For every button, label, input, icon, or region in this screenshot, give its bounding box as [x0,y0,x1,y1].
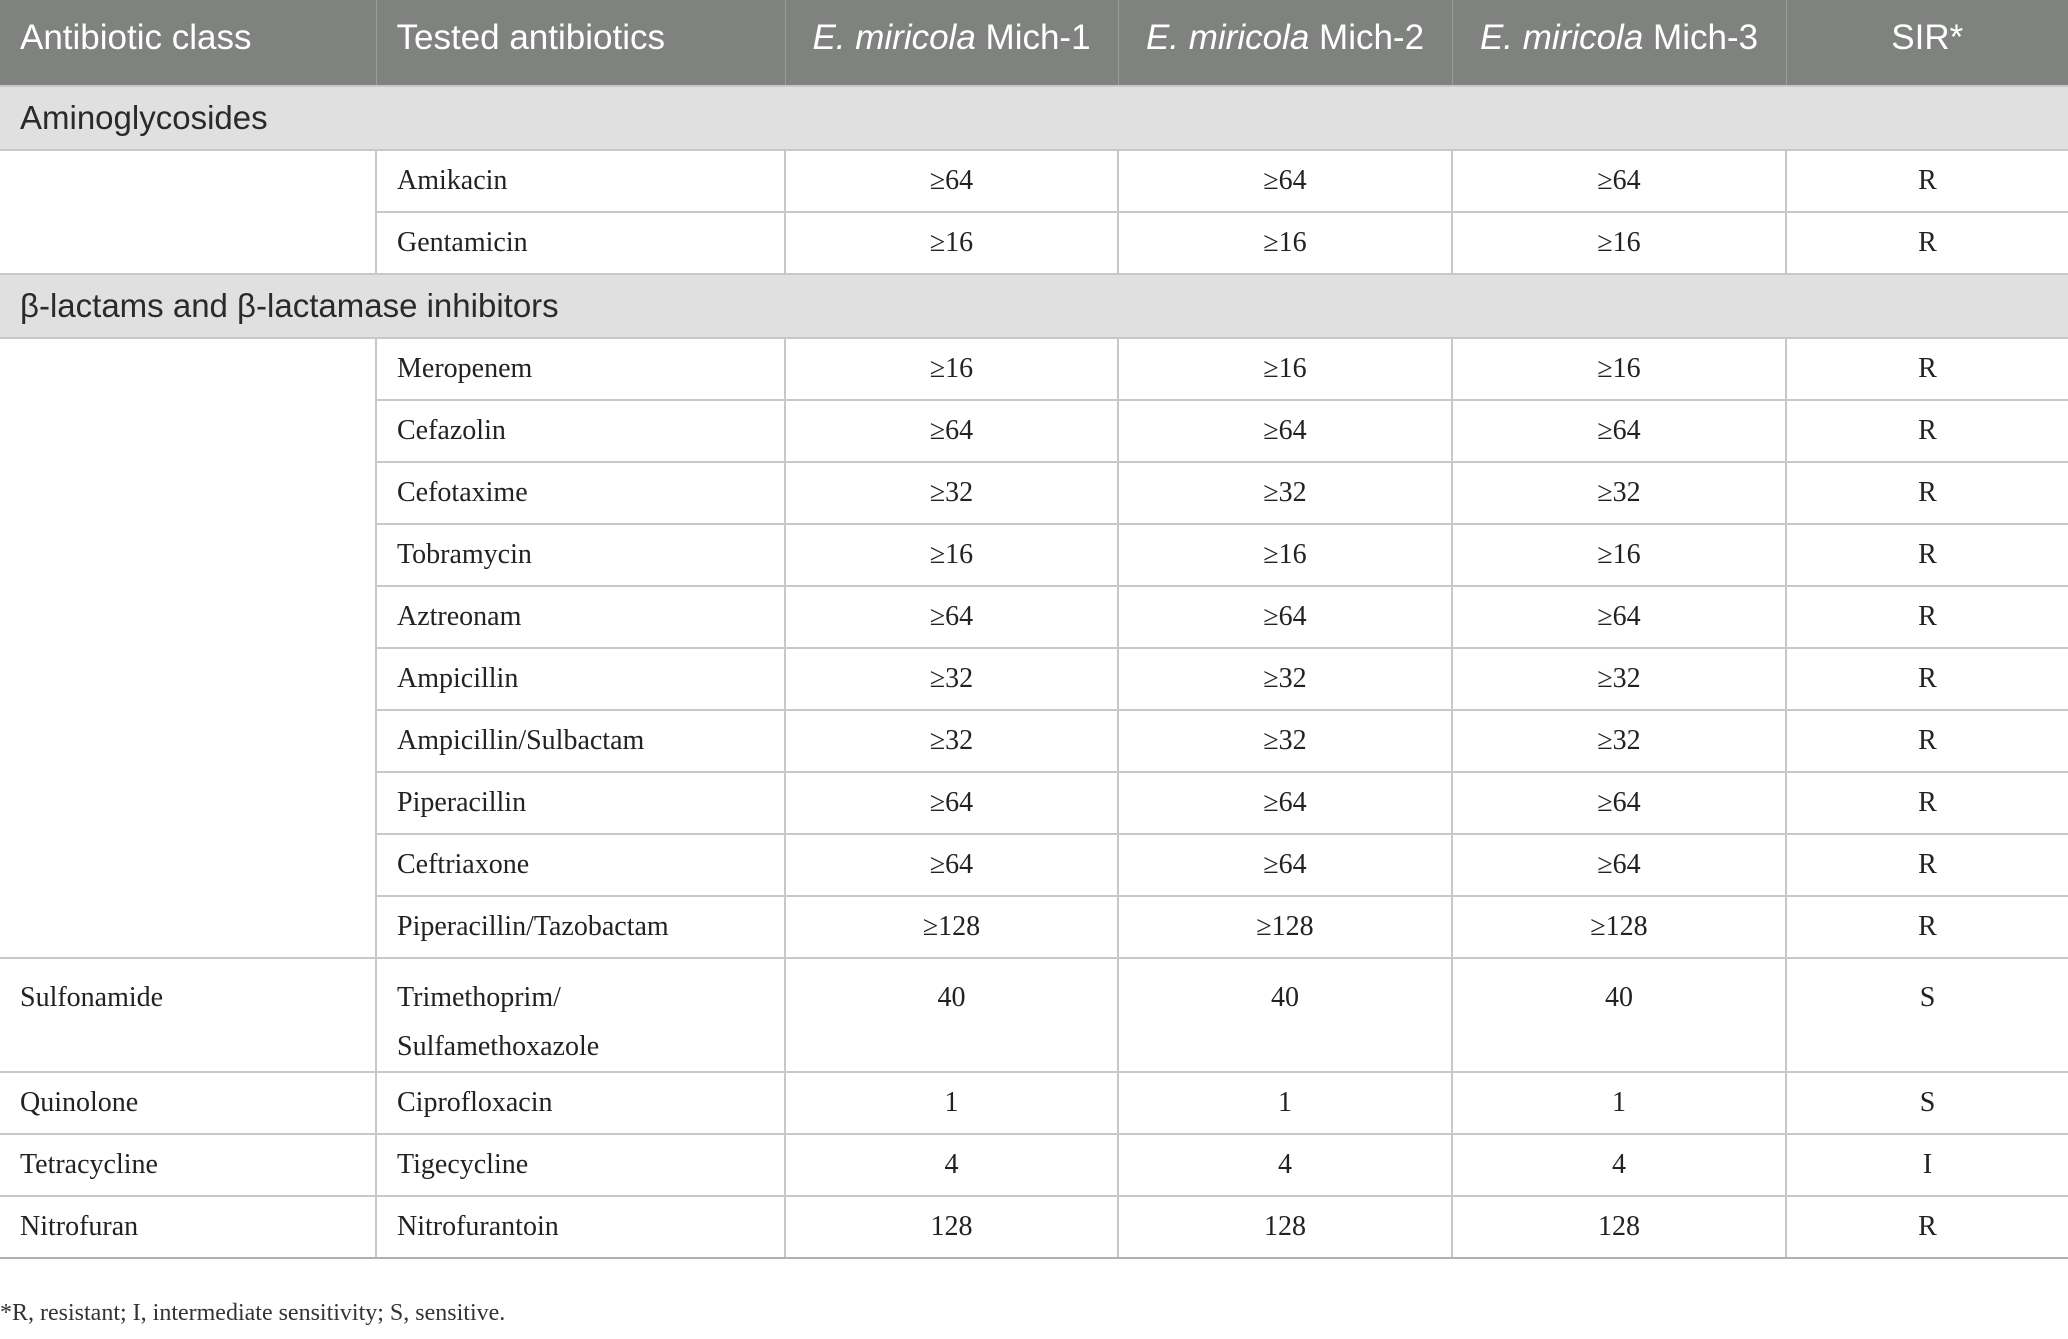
sir-value: R [1786,710,2068,772]
mich-1-value: ≥64 [785,834,1118,896]
mich-2-value: ≥128 [1118,896,1452,958]
sir-value: R [1786,648,2068,710]
antibiotic-name: Ampicillin [376,648,785,710]
strain-label: Mich-3 [1643,18,1759,57]
mich-1-value: ≥16 [785,338,1118,400]
strain-label: Mich-2 [1309,18,1425,57]
antibiotic-name: Gentamicin [376,212,785,274]
antibiotic-name: Tigecycline [376,1134,785,1196]
mich-2-value: ≥32 [1118,462,1452,524]
mich-1-value: ≥32 [785,462,1118,524]
table-row [0,1196,2068,1258]
mich-2-value: 128 [1118,1196,1452,1258]
antibiotic-name: Cefazolin [376,400,785,462]
mich-3-value: ≥64 [1452,834,1786,896]
sir-value: R [1786,338,2068,400]
sir-value: R [1786,462,2068,524]
antibiotic-name: Trimethoprim/ Sulfamethoxazole [376,958,785,1072]
table-row [0,1134,2068,1196]
mich-2-value: ≥64 [1118,150,1452,212]
header-tested-antibiotics: Tested antibiotics [376,0,785,86]
mich-2-value: 1 [1118,1072,1452,1134]
sir-value: R [1786,896,2068,958]
mich-2-value: ≥64 [1118,834,1452,896]
header-mich-1 [785,0,1118,86]
mich-3-value: ≥64 [1452,772,1786,834]
antibiotic-class: Sulfonamide [0,958,376,1072]
mich-1-value: ≥16 [785,212,1118,274]
section-title: Aminoglycosides [0,86,2068,150]
table-body [0,86,2068,1258]
mich-1-value: 1 [785,1072,1118,1134]
mich-2-value: 4 [1118,1134,1452,1196]
mich-2-value: ≥64 [1118,772,1452,834]
mich-2-value: ≥64 [1118,586,1452,648]
antibiotic-class: Nitrofuran [0,1196,376,1258]
table-row [0,958,2068,1072]
sir-value: S [1786,1072,2068,1134]
sir-value: R [1786,524,2068,586]
table-footnote: *R, resistant; I, intermediate sensitivity; S, sensitive. [0,1300,506,1326]
antibiotic-name: Tobramycin [376,524,785,586]
mich-3-value: 4 [1452,1134,1786,1196]
empty-class-cell [0,338,376,958]
species-name: E. miricola [812,18,976,57]
mich-1-value: 40 [785,958,1118,1072]
header-antibiotic-class: Antibiotic class [0,0,376,86]
sir-value: R [1786,212,2068,274]
mich-3-value: ≥32 [1452,648,1786,710]
antibiotic-name: Cefotaxime [376,462,785,524]
mich-1-value: 128 [785,1196,1118,1258]
mich-1-value: ≥16 [785,524,1118,586]
mich-2-value: ≥16 [1118,338,1452,400]
mich-1-value: ≥64 [785,772,1118,834]
strain-label: Mich-1 [975,18,1091,57]
sir-value: R [1786,400,2068,462]
sir-value: R [1786,586,2068,648]
mich-2-value: ≥16 [1118,524,1452,586]
mich-2-value: ≥32 [1118,648,1452,710]
antibiotic-name: Ampicillin/Sulbactam [376,710,785,772]
header-row [0,0,2068,86]
antibiotic-name: Nitrofurantoin [376,1196,785,1258]
mich-1-value: ≥128 [785,896,1118,958]
mich-3-value: ≥128 [1452,896,1786,958]
sir-value: R [1786,772,2068,834]
sir-value: R [1786,150,2068,212]
mich-2-value: 40 [1118,958,1452,1072]
section-row-beta-lactams [0,274,2068,338]
mich-3-value: ≥16 [1452,524,1786,586]
mich-3-value: ≥16 [1452,338,1786,400]
mich-3-value: ≥64 [1452,150,1786,212]
sir-value: R [1786,1196,2068,1258]
mich-3-value: 1 [1452,1072,1786,1134]
mich-3-value: ≥16 [1452,212,1786,274]
mich-1-value: ≥32 [785,710,1118,772]
antibiotic-name: Piperacillin [376,772,785,834]
mich-2-value: ≥64 [1118,400,1452,462]
antibiotic-name: Amikacin [376,150,785,212]
section-title: β-lactams and β-lactamase inhibitors [0,274,2068,338]
header-sir: SIR* [1786,0,2068,86]
mich-3-value: 40 [1452,958,1786,1072]
mich-1-value: 4 [785,1134,1118,1196]
antibiotic-name: Ciprofloxacin [376,1072,785,1134]
header-mich-2 [1118,0,1452,86]
sir-value: I [1786,1134,2068,1196]
antibiotic-name: Meropenem [376,338,785,400]
section-row-aminoglycosides [0,86,2068,150]
table-row [0,338,2068,400]
table-row [0,1072,2068,1134]
antibiotic-name: Ceftriaxone [376,834,785,896]
mich-1-value: ≥64 [785,150,1118,212]
mich-3-value: ≥32 [1452,462,1786,524]
mich-1-value: ≥64 [785,586,1118,648]
species-name: E. miricola [1479,18,1644,57]
mich-3-value: ≥32 [1452,710,1786,772]
header-mich-3 [1452,0,1786,86]
mich-2-value: ≥32 [1118,710,1452,772]
empty-class-cell [0,150,376,274]
antibiotic-name: Aztreonam [376,586,785,648]
mich-3-value: 128 [1452,1196,1786,1258]
species-name: E. miricola [1145,18,1310,57]
sir-value: R [1786,834,2068,896]
table-row [0,150,2068,212]
mich-1-value: ≥32 [785,648,1118,710]
mich-2-value: ≥16 [1118,212,1452,274]
antibiotic-class: Tetracycline [0,1134,376,1196]
antibiotic-name: Piperacillin/Tazobactam [376,896,785,958]
mich-3-value: ≥64 [1452,586,1786,648]
mich-1-value: ≥64 [785,400,1118,462]
sir-value: S [1786,958,2068,1072]
antibiotic-class: Quinolone [0,1072,376,1134]
mich-3-value: ≥64 [1452,400,1786,462]
